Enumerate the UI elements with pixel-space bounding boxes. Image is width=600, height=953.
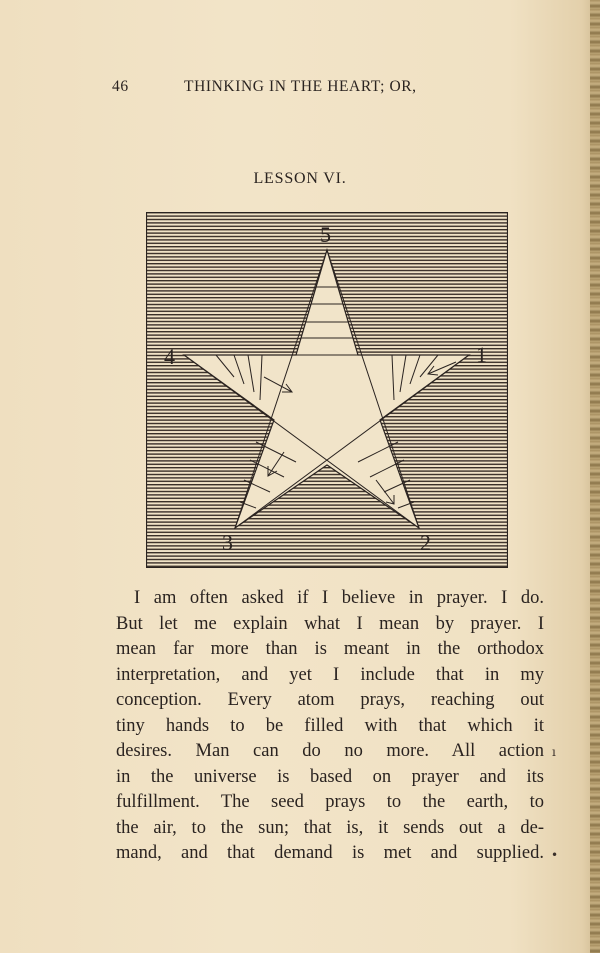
text-line: conception. Every atom prays, reaching out bbox=[116, 690, 544, 710]
text-line: I am often asked if I believe in prayer. I do. bbox=[134, 588, 544, 608]
text-line: mand, and that demand is met and supplied. bbox=[116, 843, 544, 863]
text-line: fulfillment. The seed prays to the earth, to bbox=[116, 792, 544, 812]
running-head bbox=[112, 78, 472, 100]
text-line: the air, to the sun; that is, it sends out a de- bbox=[116, 817, 544, 838]
text-line: interpretation, and yet I include that in my bbox=[116, 664, 544, 685]
text-line: mean far more than is meant in the orthodox bbox=[116, 639, 544, 659]
point-label-3: 3 bbox=[222, 530, 233, 555]
point-label-1: 1 bbox=[476, 342, 487, 367]
running-head-title: THINKING IN THE HEART; OR, bbox=[184, 78, 417, 95]
margin-speck: ı bbox=[552, 745, 556, 759]
point-label-4: 4 bbox=[164, 344, 175, 369]
point-label-5: 5 bbox=[320, 222, 331, 247]
pentagram-diagram bbox=[146, 212, 508, 568]
text-line: But let me explain what I mean by prayer. I bbox=[116, 613, 544, 634]
lesson-title: LESSON VI. bbox=[253, 170, 347, 187]
body-paragraph bbox=[116, 586, 544, 867]
point-label-2: 2 bbox=[420, 530, 431, 555]
text-line: desires. Man can do no more. All action bbox=[116, 741, 544, 761]
pentagram-figure bbox=[146, 212, 508, 568]
page-number: 46 bbox=[112, 78, 129, 95]
text-line: tiny hands to be filled with that which it bbox=[116, 715, 544, 736]
text-line: in the universe is based on prayer and its bbox=[116, 766, 544, 787]
margin-speck: • bbox=[551, 848, 559, 862]
page-edge bbox=[590, 0, 600, 953]
